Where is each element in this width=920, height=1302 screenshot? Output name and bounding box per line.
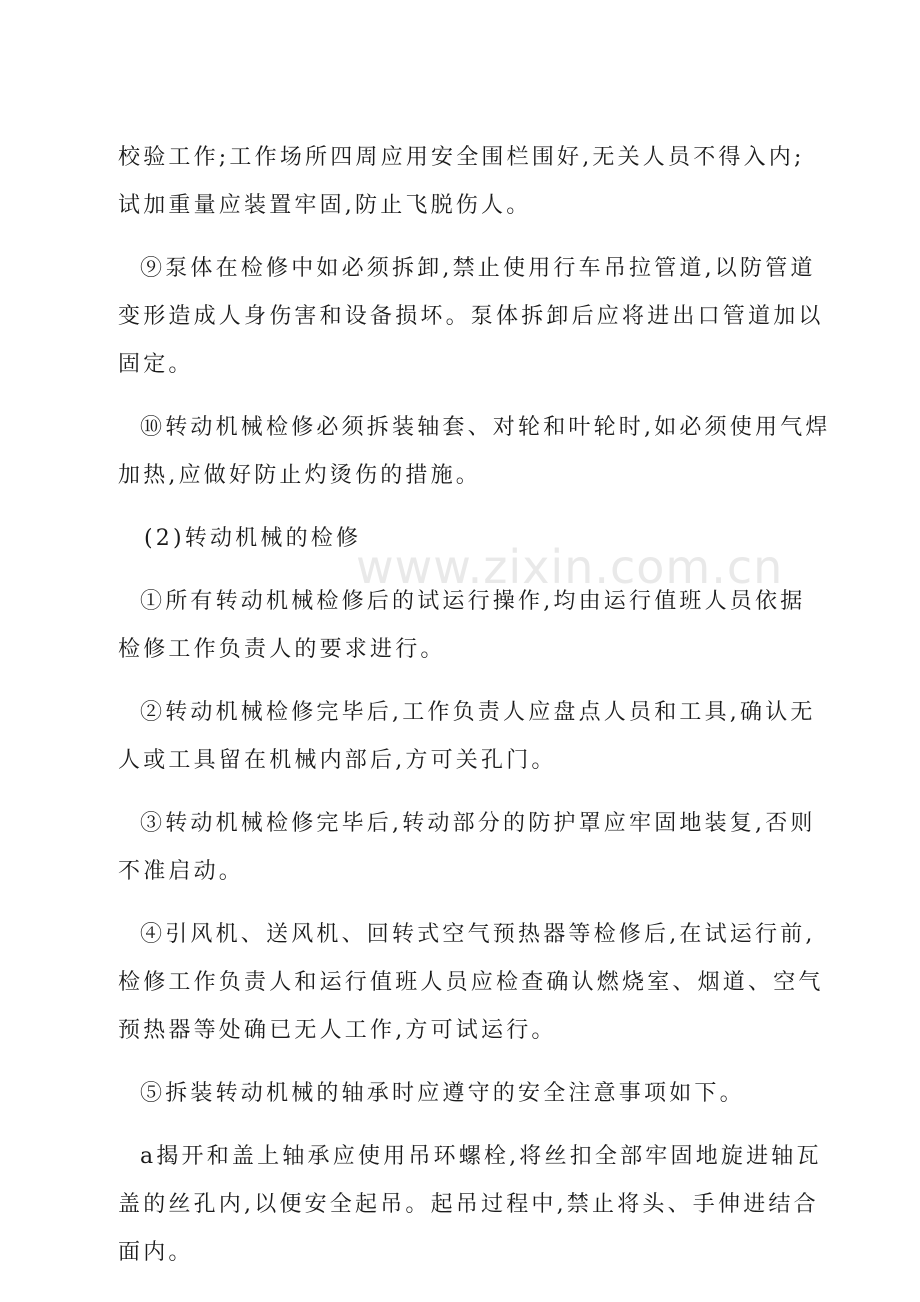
text-line: 试加重量应装置牢固,防止飞脱伤人。 — [118, 193, 532, 218]
text-line: 人或工具留在机械内部后,方可关孔门。 — [118, 748, 557, 773]
paragraph-item-4 — [118, 911, 824, 1055]
paragraph-item-a — [118, 1133, 822, 1277]
text-line: 检修工作负责人和运行值班人员应检查确认燃烧室、烟道、空气 — [118, 970, 824, 995]
text-line: ①所有转动机械检修后的试运行操作,均由运行值班人员依据 — [140, 589, 806, 614]
paragraph-item-5 — [118, 1070, 808, 1118]
document-body — [118, 134, 831, 1277]
paragraph-item-3 — [118, 800, 816, 896]
text-line: 检修工作负责人的要求进行。 — [118, 637, 446, 662]
text-line: a揭开和盖上轴承应使用吊环螺栓,将丝扣全部牢固地旋进轴瓦 — [140, 1144, 822, 1169]
text-line: 加热,应做好防止灼烫伤的措施。 — [118, 463, 481, 488]
text-line: 变形造成人身伤害和设备损坏。泵体拆卸后应将进出口管道加以 — [118, 304, 824, 329]
paragraph-item-10 — [118, 404, 831, 500]
text-line: 不准启动。 — [118, 859, 245, 884]
text-line: 校验工作;工作场所四周应用安全围栏围好,无关人员不得入内; — [118, 145, 805, 170]
text-line: ④引风机、送风机、回转式空气预热器等检修后,在试运行前, — [140, 922, 816, 947]
paragraph-item-2 — [118, 689, 816, 785]
paragraph-continuation — [118, 134, 808, 230]
text-line: ②转动机械检修完毕后,工作负责人应盘点人员和工具,确认无 — [140, 700, 816, 725]
paragraph-item-1 — [118, 578, 808, 674]
section-heading-text: (2)转动机械的检修 — [144, 526, 362, 551]
paragraph-item-9 — [118, 245, 824, 389]
text-line: 面内。 — [118, 1240, 194, 1265]
section-heading — [118, 515, 808, 563]
text-line: ⑤拆装转动机械的轴承时应遵守的安全注意事项如下。 — [140, 1081, 745, 1106]
watermark-text: www.zixin.com.cn — [356, 540, 784, 594]
text-line: ③转动机械检修完毕后,转动部分的防护罩应牢固地装复,否则 — [140, 811, 816, 836]
text-line: ⑨泵体在检修中如必须拆卸,禁止使用行车吊拉管道,以防管道 — [140, 256, 816, 281]
text-line: 预热器等处确已无人工作,方可试运行。 — [118, 1018, 557, 1043]
text-line: ⑩转动机械检修必须拆装轴套、对轮和叶轮时,如必须使用气焊 — [140, 415, 831, 440]
text-line: 固定。 — [118, 352, 194, 377]
text-line: 盖的丝孔内,以便安全起吊。起吊过程中,禁止将头、手伸进结合 — [118, 1192, 819, 1217]
